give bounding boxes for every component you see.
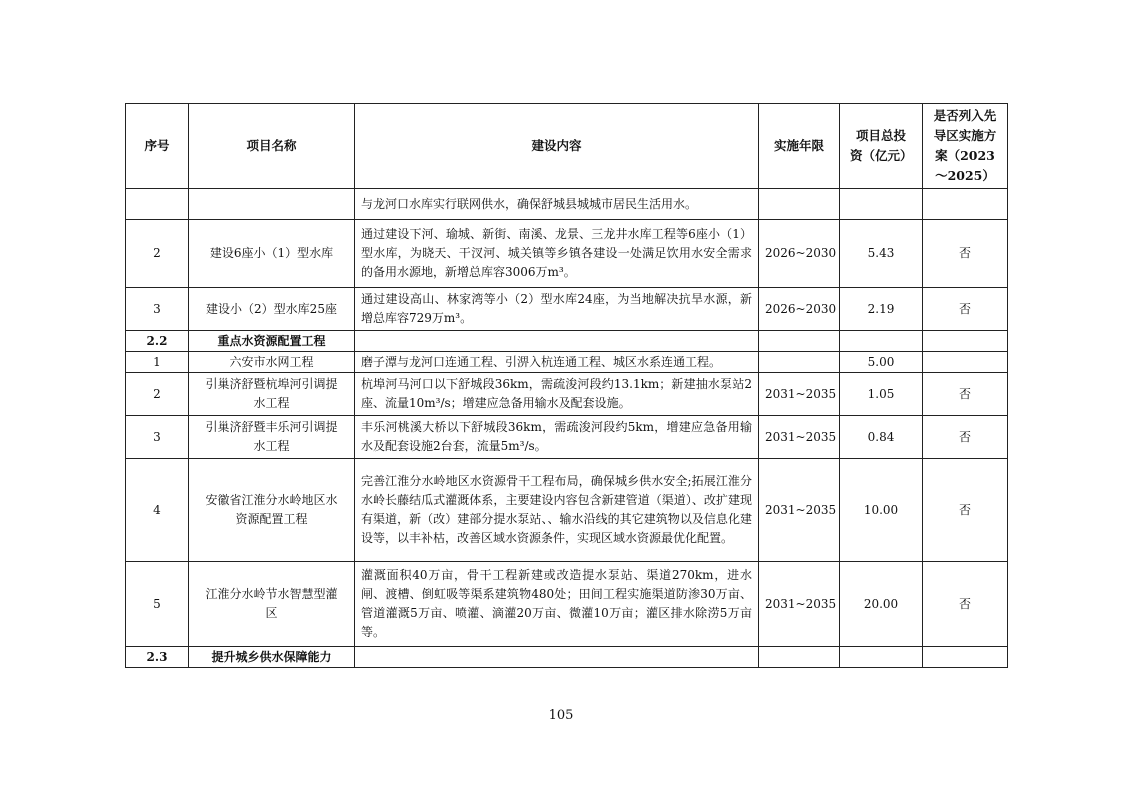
row-period: 2026~2030 <box>759 288 840 331</box>
row-name: 建设小（2）型水库25座 <box>189 288 355 331</box>
section-row <box>126 647 1008 668</box>
header-pilot: 是否列入先导区实施方案（2023～2025） <box>923 104 1008 189</box>
row-investment: 5.00 <box>840 352 923 373</box>
row-investment: 10.00 <box>840 459 923 562</box>
row-name: 重点水资源配置工程 <box>189 331 355 352</box>
row-period: 2031~2035 <box>759 416 840 459</box>
row-pilot <box>923 189 1008 220</box>
row-investment <box>840 189 923 220</box>
table-row <box>126 220 1008 288</box>
row-pilot: 否 <box>923 416 1008 459</box>
table-row <box>126 288 1008 331</box>
row-content: 通过建设高山、林家湾等小（2）型水库24座，为当地解决抗旱水源，新增总库容729万m³。 <box>355 288 759 331</box>
row-investment: 5.43 <box>840 220 923 288</box>
row-index: 2.2 <box>126 331 189 352</box>
row-index: 2 <box>126 220 189 288</box>
project-table <box>125 103 1008 668</box>
table-row <box>126 373 1008 416</box>
row-index: 2.3 <box>126 647 189 668</box>
row-content: 杭埠河马河口以下舒城段36km，需疏浚河段约13.1km；新建抽水泵站2座、流量10m³/s；增建应急备用输水及配套设施。 <box>355 373 759 416</box>
row-name: 提升城乡供水保障能力 <box>189 647 355 668</box>
row-investment: 0.84 <box>840 416 923 459</box>
row-pilot: 否 <box>923 562 1008 647</box>
row-period <box>759 647 840 668</box>
table-row <box>126 189 1008 220</box>
row-investment: 20.00 <box>840 562 923 647</box>
row-name: 建设6座小（1）型水库 <box>189 220 355 288</box>
row-period <box>759 331 840 352</box>
row-index <box>126 189 189 220</box>
row-name <box>189 189 355 220</box>
row-pilot <box>923 331 1008 352</box>
row-period <box>759 352 840 373</box>
table-row <box>126 459 1008 562</box>
section-row <box>126 331 1008 352</box>
row-name: 六安市水网工程 <box>189 352 355 373</box>
row-period <box>759 189 840 220</box>
header-index: 序号 <box>126 104 189 189</box>
table-row <box>126 416 1008 459</box>
row-investment: 1.05 <box>840 373 923 416</box>
row-pilot: 否 <box>923 373 1008 416</box>
page-number: 105 <box>548 708 574 723</box>
row-investment: 2.19 <box>840 288 923 331</box>
row-period: 2031~2035 <box>759 373 840 416</box>
row-content: 磨子潭与龙河口连通工程、引淠入杭连通工程、城区水系连通工程。 <box>355 352 759 373</box>
row-index: 2 <box>126 373 189 416</box>
row-index: 3 <box>126 288 189 331</box>
row-name: 江淮分水岭节水智慧型灌区 <box>189 562 355 647</box>
row-index: 5 <box>126 562 189 647</box>
row-name: 引巢济舒暨丰乐河引调提水工程 <box>189 416 355 459</box>
row-index: 4 <box>126 459 189 562</box>
row-index: 1 <box>126 352 189 373</box>
row-index: 3 <box>126 416 189 459</box>
row-period: 2031~2035 <box>759 459 840 562</box>
row-content: 通过建设下河、瑜城、新街、南溪、龙景、三龙井水库工程等6座小（1）型水库，为晓天、干汊河、城关镇等乡镇各建设一处满足饮用水安全需求的备用水源地，新增总库容3006万m³。 <box>355 220 759 288</box>
table-row <box>126 352 1008 373</box>
row-pilot: 否 <box>923 459 1008 562</box>
row-name: 安徽省江淮分水岭地区水资源配置工程 <box>189 459 355 562</box>
row-pilot <box>923 647 1008 668</box>
table-row <box>126 562 1008 647</box>
row-pilot <box>923 352 1008 373</box>
row-content: 完善江淮分水岭地区水资源骨干工程布局，确保城乡供水安全;拓展江淮分水岭长藤结瓜式灌溉体系，主要建设内容包含新建管道（渠道）、改扩建现有渠道，新（改）建部分提水泵站、、输水沿线的其它建筑物以及信息化建设等，以丰补枯，改善区域水资源条件，实现区域水资源最优化配置。 <box>355 459 759 562</box>
row-investment <box>840 331 923 352</box>
row-pilot: 否 <box>923 220 1008 288</box>
row-content <box>355 331 759 352</box>
header-content: 建设内容 <box>355 104 759 189</box>
table-header-row <box>126 104 1008 189</box>
header-period: 实施年限 <box>759 104 840 189</box>
row-content <box>355 647 759 668</box>
row-period: 2026~2030 <box>759 220 840 288</box>
row-pilot: 否 <box>923 288 1008 331</box>
header-name: 项目名称 <box>189 104 355 189</box>
row-content: 丰乐河桃溪大桥以下舒城段36km，需疏浚河段约5km，增建应急备用输水及配套设施2台套，流量5m³/s。 <box>355 416 759 459</box>
row-content: 与龙河口水库实行联网供水，确保舒城县城城市居民生活用水。 <box>355 189 759 220</box>
row-period: 2031~2035 <box>759 562 840 647</box>
row-content: 灌溉面积40万亩，骨干工程新建或改造提水泵站、渠道270km，进水闸、渡槽、倒虹吸等渠系建筑物480处；田间工程实施渠道防渗30万亩、管道灌溉5万亩、喷灌、滴灌20万亩、微灌10万亩；灌区排水除涝5万亩等。 <box>355 562 759 647</box>
header-investment: 项目总投资（亿元） <box>840 104 923 189</box>
row-name: 引巢济舒暨杭埠河引调提水工程 <box>189 373 355 416</box>
row-investment <box>840 647 923 668</box>
